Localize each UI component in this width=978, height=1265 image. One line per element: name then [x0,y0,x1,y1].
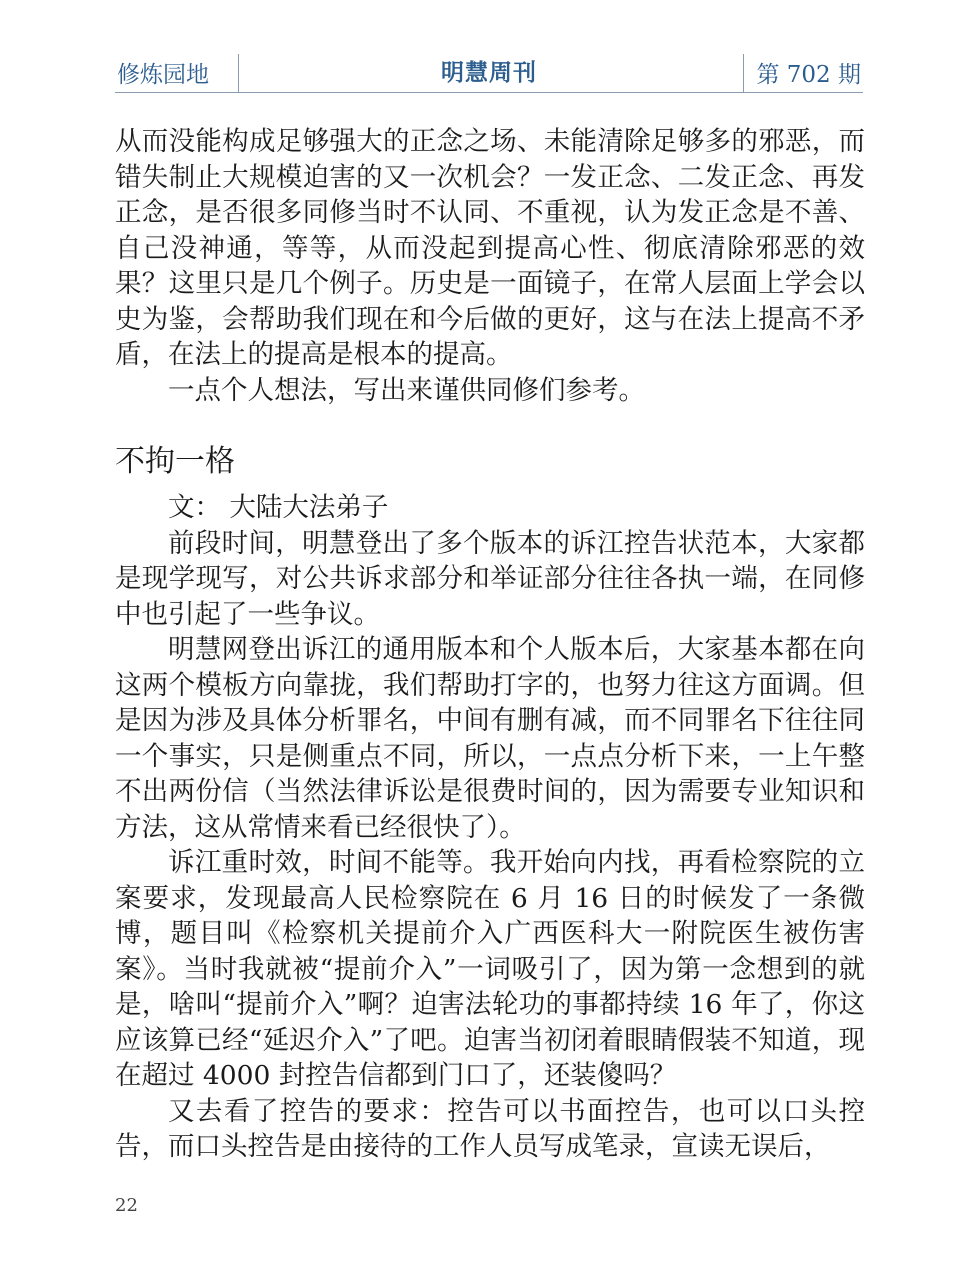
publication-title: 明慧周刊 [441,60,537,86]
page-header [115,44,863,93]
article-paragraph: 诉江重时效，时间不能等。我开始向内找，再看检察院的立案要求，发现最高人民检察院在 6 月 16 日的时候发了一条微博，题目叫《检察机关提前介入广西医科大一附院医生被伤害案》。当时我就被“提前介入”一词吸引了，因为第一念想到的就是，啥叫“提前介入”啊？迫害法轮功的事都持续 16 年了，你这应该算已经“延迟介入”了吧。迫害当初闭着眼睛假装不知道，现在超过 4000 封控告信都到门口了，还装傻吗？ [115,847,865,1091]
page-content [115,124,865,1165]
continued-paragraph: 从而没能构成足够强大的正念之场、未能清除足够多的邪恶，而错失制止大规模迫害的又一次机会？一发正念、二发正念、再发正念，是否很多同修当时不认同、不重视，认为发正念是不善、自己没神通，等等，从而没起到提高心性、彻底清除邪恶的效果？这里只是几个例子。历史是一面镜子，在常人层面上学会以史为鉴，会帮助我们现在和今后做的更好，这与在法上提高不矛盾，在法上的提高是根本的提高。 [115,126,865,370]
article-title: 不拘一格 [115,444,235,479]
article-paragraph: 明慧网登出诉江的通用版本和个人版本后，大家基本都在向这两个模板方向靠拢，我们帮助打字的，也努力往这方面调。但是因为涉及具体分析罪名，中间有删有减，而不同罪名下往往同一个事实，只是侧重点不同，所以，一点点分析下来，一上午整不出两份信（当然法律诉讼是很费时间的，因为需要专业知识和方法，这从常情来看已经很快了）。 [115,634,865,843]
article-author: 文： 大陆大法弟子 [168,492,389,523]
issue-number: 第 702 期 [756,62,861,88]
article-paragraph: 又去看了控告的要求：控告可以书面控告，也可以口头控告，而口头控告是由接待的工作人员写成笔录，宣读无误后， [115,1095,865,1162]
section-name: 修炼园地 [117,62,209,88]
closing-paragraph: 一点个人想法，写出来谨供同修们参考。 [168,374,645,406]
article-paragraph: 前段时间，明慧登出了多个版本的诉江控告状范本，大家都是现学现写，对公共诉求部分和举证部分往往各执一端，在同修中也引起了一些争议。 [115,527,865,630]
header-divider-right [743,54,744,92]
page-number: 22 [115,1195,138,1216]
